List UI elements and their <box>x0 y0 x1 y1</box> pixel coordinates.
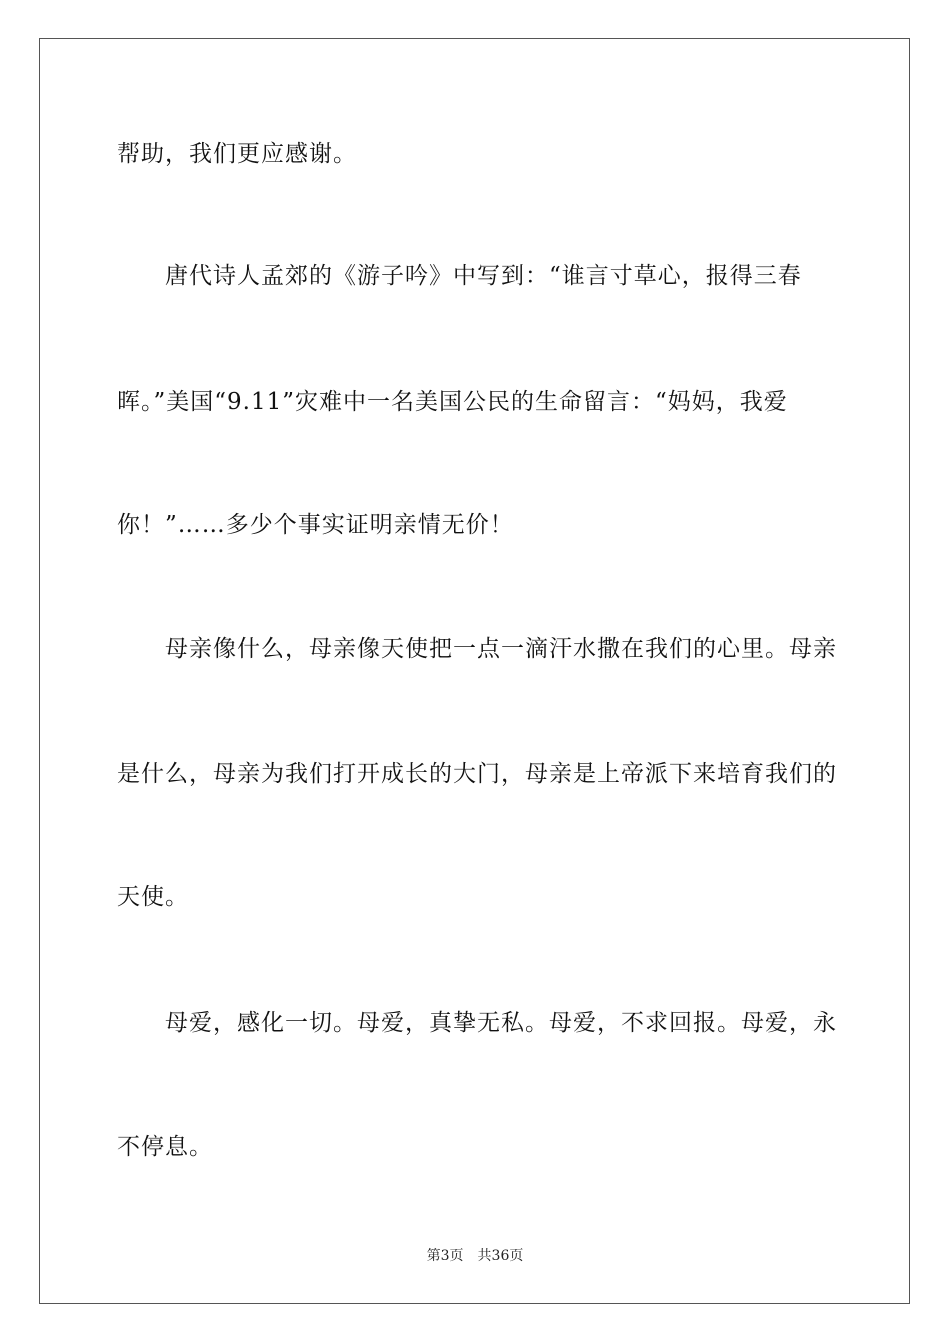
page-number: 3 <box>440 1248 450 1264</box>
page-border <box>39 38 910 1304</box>
total-prefix: 共 <box>477 1248 492 1264</box>
text-line-2: 唐代诗人孟郊的《游子吟》中写到：“谁言寸草心，报得三春 <box>165 263 802 289</box>
total-pages: 36 <box>491 1248 510 1264</box>
text-line-6: 是什么，母亲为我们打开成长的大门，母亲是上帝派下来培育我们的 <box>117 761 837 787</box>
text-line-5: 母亲像什么，母亲像天使把一点一滴汗水撒在我们的心里。母亲 <box>165 636 837 662</box>
text-line-1: 帮助，我们更应感谢。 <box>117 141 357 167</box>
text-line-4: 你！”……多少个事实证明亲情无价！ <box>117 512 514 538</box>
text-line-3: 晖。”美国“9.11”灾难中一名美国公民的生命留言：“妈妈，我爱 <box>117 389 788 415</box>
page-suffix: 页 <box>449 1248 464 1264</box>
total-suffix: 页 <box>509 1248 524 1264</box>
text-line-7: 天使。 <box>117 884 189 910</box>
text-line-9: 不停息。 <box>117 1134 213 1160</box>
text-line-8: 母爱，感化一切。母爱，真挚无私。母爱，不求回报。母爱，永 <box>165 1010 837 1036</box>
page-footer <box>0 1246 950 1266</box>
page-prefix: 第 <box>426 1248 441 1264</box>
